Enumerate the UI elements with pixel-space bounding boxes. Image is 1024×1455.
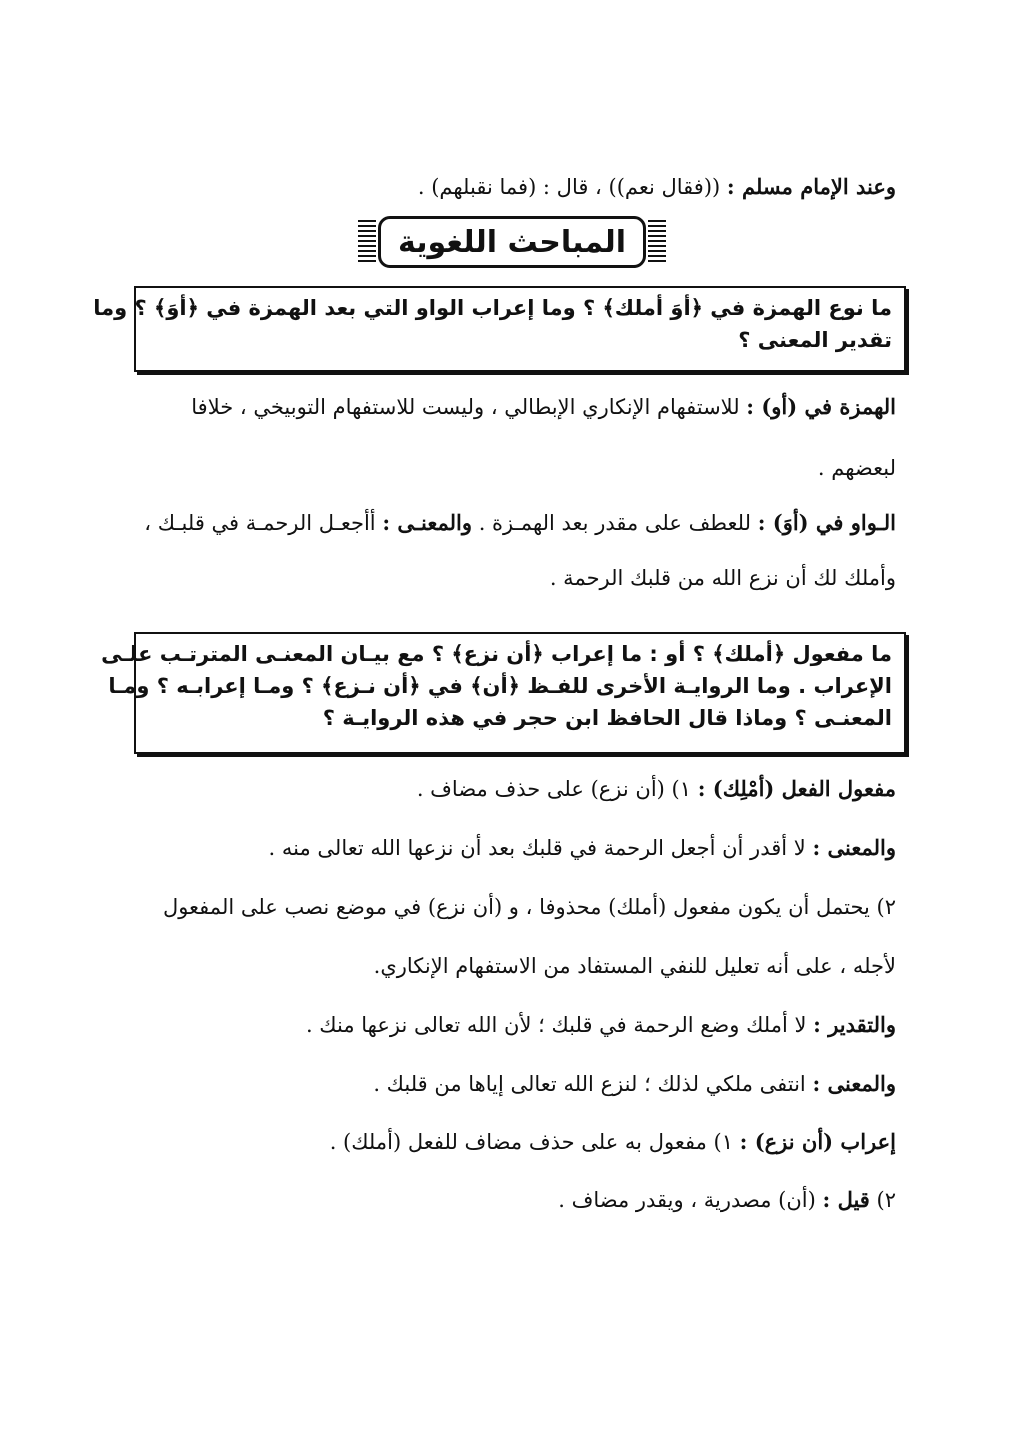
answer2-l6-text: انتفى ملكي لذلك ؛ لنزع الله تعالى إياها من قلبك . bbox=[373, 1072, 813, 1096]
answer2-l8-bold: قيل : bbox=[822, 1187, 870, 1212]
answer2-line7 bbox=[128, 1127, 896, 1157]
question1-line2: تقدير المعنى ؟ bbox=[738, 328, 892, 352]
intro-bold: وعند الإمام مسلم : bbox=[726, 174, 896, 199]
banner-stripes-right bbox=[648, 220, 666, 264]
answer2-l7-text: ١) مفعول به على حذف مضاف للفعل (أملك) . bbox=[329, 1130, 740, 1154]
answer2-l3-text: ٢) يحتمل أن يكون مفعول (أملك) محذوفا ، و (أن نزع) في موضع نصب على المفعول bbox=[162, 895, 896, 919]
answer2-line8 bbox=[128, 1185, 896, 1215]
answer2-l1-text: ١) (أن نزع) على حذف مضاف . bbox=[416, 777, 698, 801]
banner-stripes-left bbox=[358, 220, 376, 264]
answer2-l4-text: لأجله ، على أنه تعليل للنفي المستفاد من الاستفهام الإنكاري. bbox=[373, 954, 896, 978]
answer1-p1-text: للاستفهام الإنكاري الإبطالي ، وليست للاستفهام التوبيخي ، خلافا bbox=[191, 395, 747, 419]
answer2-l6-bold: والمعنى : bbox=[812, 1071, 896, 1096]
answer2-l8-num: ٢) bbox=[869, 1188, 896, 1212]
answer1-p2-text1: للعطف على مقدر بعد الهمـزة . bbox=[472, 511, 758, 535]
answer1-p1-cont: لبعضهم . bbox=[817, 456, 896, 480]
intro-line bbox=[128, 172, 896, 202]
question-box-2 bbox=[101, 632, 906, 754]
question2-line2: الإعراب . وما الروايـة الأخرى للفـظ ﴿أن﴾ في ﴿أن نـزع﴾ ؟ ومـا إعرابـه ؟ ومـا bbox=[108, 674, 892, 698]
question2-line1: ما مفعول ﴿أملك﴾ ؟ أو : ما إعراب ﴿أن نزع﴾ ؟ مع بيـان المعنـى المترتـب علـى bbox=[101, 642, 892, 666]
question1-line1: ما نوع الهمزة في ﴿أوَ أملك﴾ ؟ وما إعراب الواو التي بعد الهمزة في ﴿أوَ﴾ ؟ وما bbox=[93, 296, 892, 320]
answer2-l5-bold: والتقدير : bbox=[813, 1012, 896, 1037]
answer2-line4 bbox=[128, 951, 896, 981]
answer1-paragraph1 bbox=[128, 392, 896, 422]
question-box-1 bbox=[93, 286, 906, 372]
answer1-paragraph1-cont bbox=[128, 453, 896, 483]
section-heading-banner bbox=[358, 216, 666, 268]
answer1-paragraph2-cont bbox=[128, 563, 896, 593]
answer1-p2-bold: الـواو في (أوَ) : bbox=[757, 510, 896, 535]
section-heading: المباحث اللغوية bbox=[398, 224, 626, 260]
answer2-line1 bbox=[128, 774, 896, 804]
answer2-l2-bold: والمعنى : bbox=[812, 835, 896, 860]
answer2-l5-text: لا أملك وضع الرحمة في قلبك ؛ لأن الله تعالى نزعها منك . bbox=[305, 1013, 814, 1037]
question2-line3: المعنـى ؟ وماذا قال الحافظ ابن حجر في هذه الروايـة ؟ bbox=[322, 706, 892, 730]
intro-text: ((فقال نعم)) ، قال : (فما نقبلهم) . bbox=[417, 175, 727, 199]
answer2-l8-text: (أن) مصدرية ، ويقدر مضاف . bbox=[558, 1188, 823, 1212]
answer1-p2-cont: وأملك لك أن نزع الله من قلبك الرحمة . bbox=[549, 566, 896, 590]
answer2-l1-bold: مفعول الفعل (أمْلِك) : bbox=[697, 776, 896, 801]
answer2-line5 bbox=[128, 1010, 896, 1040]
answer1-paragraph2 bbox=[128, 508, 896, 538]
answer2-l2-text: لا أقدر أن أجعل الرحمة في قلبك بعد أن نزعها الله تعالى منه . bbox=[268, 836, 813, 860]
answer2-line2 bbox=[128, 833, 896, 863]
answer2-line6 bbox=[128, 1069, 896, 1099]
answer2-line3 bbox=[128, 892, 896, 922]
section-heading-box bbox=[378, 216, 646, 268]
answer1-p1-bold: الهمزة في (أو) : bbox=[746, 394, 896, 419]
answer1-p2-text2: أأجعـل الرحمـة في قلبـك ، bbox=[144, 511, 383, 535]
answer2-l7-bold: إعراب (أن نزع) : bbox=[739, 1129, 896, 1154]
answer1-p2-bold2: والمعنـى : bbox=[382, 510, 473, 535]
